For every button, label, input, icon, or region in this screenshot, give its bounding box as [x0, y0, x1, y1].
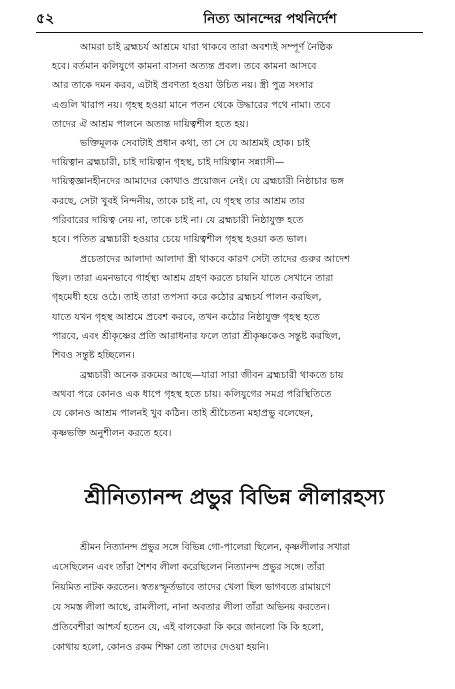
text-line: প্রচেতাদের আলাদা আলাদা স্ত্রী থাকবে কারণ সেটা তাদের গুরুর আদেশ [80, 254, 350, 265]
text-line: তাদের ঐ আশ্রম পালনে অত্যন্ত দায়িত্বশীল হতে হয়। [52, 118, 249, 130]
text-line: ভক্তিমূলক সেবাটাই প্রধান কথা, তা সে যে আশ্রমই হোক। চাই [80, 138, 310, 149]
text-line: নিয়মিত নাটক করতেন। স্বতঃস্ফূর্তভাবে তাদের খেলা ছিল ভাগবতে রামায়ণে [52, 582, 331, 593]
running-header: নিত্য আনন্দের পথনির্দেশ [203, 11, 337, 27]
paragraph [52, 366, 417, 443]
text-line: আর তাকে দমন করব, এটাই প্রবণতা হওয়া উচিত নয়। স্ত্রী পুত্র সংসার [52, 80, 314, 92]
text-line: ছিল। তারা এমনভাবে গার্হস্থ্য আশ্রম গ্রহণ করতে চায়নি যাতে সেখানে তারা [52, 273, 334, 285]
text-line: করছে, সেটা খুবই নিন্দনীয়, তাকে চাই না, যে গৃহস্থ তার আশ্রম তার [52, 195, 305, 207]
text-line: এগুলি খারাপ নয়। গৃহস্থ হওয়া মানে পতন থেকে উদ্ধারের পথে নামা। তবে [52, 99, 331, 111]
text-line: দায়িত্বান ব্রহ্মচারী, চাই দায়িত্বান গৃহস্থ, চাই দায়িত্বান সন্ন্যাসী— [52, 157, 285, 169]
header-rule [36, 32, 423, 33]
text-line: হবে। বর্তমান কলিযুগে কামনা বাসনা অত্যন্ত প্রবল। তবে কামনা আসবে [52, 61, 317, 73]
text-line: শ্রীমন নিত্যানন্দ প্রভুর সঙ্গে বিভিন্ন গো-পালেরা ছিলেন, কৃষ্ণলীলার সখারা [80, 542, 351, 553]
text-line: আমরা চাই ব্রহ্মচর্য আশ্রমে যারা থাকবে তারা অবশ্যই সম্পূর্ণ নৈষ্ঠিক [80, 42, 333, 53]
paragraph [52, 538, 417, 658]
text-line: এসেছিলেন এবং তাঁরা শৈশব লীলা করেছিলেন নিত্যানন্দ প্রভুর সঙ্গে। তাঁরা [52, 562, 325, 573]
paragraph [52, 250, 417, 365]
text-line: হবে। পতিত ব্রহ্মচারী হওয়ার চেয়ে দায়িত্বশীল গৃহস্থ হওয়া কত ভাল। [52, 234, 308, 246]
text-line: পরিবারের দায়িত্ব নেয় না, তাকে চাই না। যে ব্রহ্মচারী নিষ্ঠাযুক্ত হতে [52, 214, 304, 226]
text-line: যে কোনও আশ্রম পালনই খুব কঠিন। তাই শ্রীচৈতন্য মহাপ্রভু বলেছেন, [52, 408, 314, 420]
section-title: শ্রীনিত্যানন্দ প্রভুর বিভিন্ন লীলারহস্য [84, 485, 385, 509]
text-line: কোথায় হলো, কোনও রকম শিক্ষা তো তাদের দেওয়া হয়নি। [52, 642, 269, 653]
text-line: কৃষ্ণভক্তি অনুশীলন করতে হবে। [52, 427, 172, 439]
text-line: ব্রহ্মচারী অনেক রকমের আছে—যারা সারা জীবন ব্রহ্মচারী থাকতে চায় [80, 370, 344, 381]
text-line: দায়িত্বজ্ঞানহীনদের আমাদের কোথাও প্রয়োজন নেই। যে ব্রহ্মচারী নিষ্ঠাচার ভঙ্গ [52, 176, 344, 188]
text-line: প্রতিবেশীরা আশ্চর্য হতেন যে, এই বালকেরা কি করে জানলো কি কি হলো, [52, 622, 324, 633]
text-line: অথবা পরে কোনও এক ধাপে গৃহস্থ হতে চায়। কলিযুগের সমগ্র পরিস্থিতিতে [52, 389, 332, 401]
paragraph [52, 134, 417, 249]
paragraph [52, 38, 417, 134]
page-number: ৫২ [36, 11, 55, 27]
text-line: যে সমস্ত লীলা আছে, রামলীলা, নানা অবতার লীলা তাঁরা অভিনয় করতেন। [52, 602, 330, 613]
text-line: গৃহমেধী হয়ে ওঠে। তাই তারা তপস্যা করে কঠোর ব্রহ্মচর্য পালন করছিল, [52, 292, 322, 304]
text-line: শিবও সন্তুষ্ট হচ্ছিলেন। [52, 350, 135, 362]
text-line: পারবে, এবং শ্রীকৃষ্ণের প্রতি আরাধনার ফলে তারা শ্রীকৃষ্ণকেও সন্তুষ্ট করছিল, [52, 330, 341, 342]
text-line: যাতে যখন গৃহস্থ আশ্রমে প্রবেশ করবে, তখন কঠোর নিষ্ঠাযুক্ত গৃহস্থ হতে [52, 311, 320, 323]
